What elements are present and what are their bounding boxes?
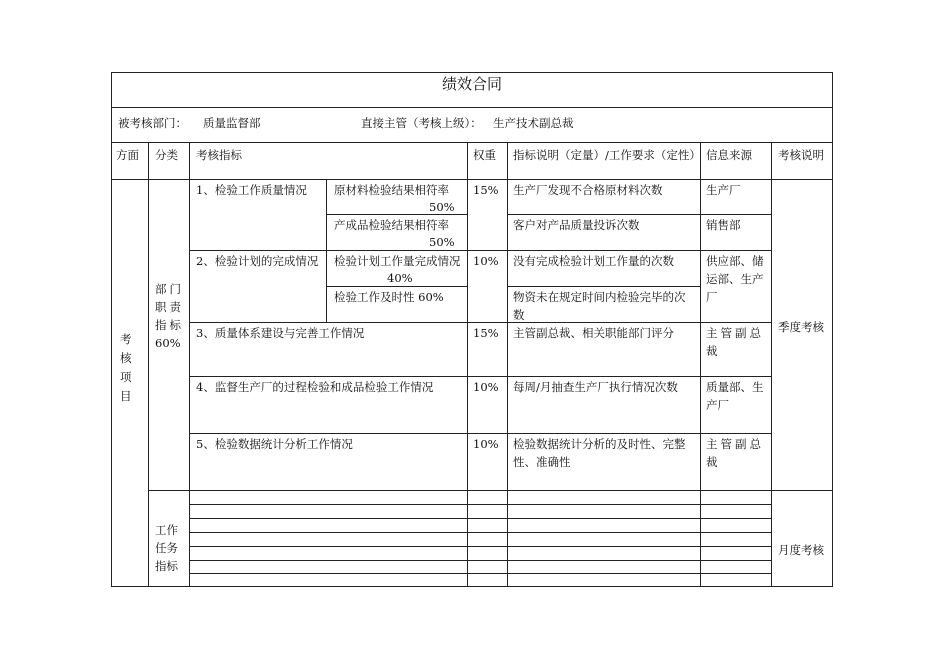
indicator-5: 5、检验数据统计分析工作情况 bbox=[196, 437, 353, 451]
aspect-cell: 考核项目 bbox=[120, 332, 132, 403]
indicator-1: 1、检验工作质量情况 bbox=[196, 183, 307, 197]
header-desc: 指标说明（定量）/工作要求（定性） bbox=[513, 148, 701, 162]
sub-indicator-2a-pct: 40% bbox=[387, 271, 413, 285]
sub-indicator-1a-pct: 50% bbox=[429, 200, 455, 214]
rule bbox=[189, 142, 190, 587]
category-task-cell: 工作任务指标 bbox=[155, 523, 178, 573]
rule bbox=[326, 179, 327, 322]
desc-2a: 没有完成检验计划工作量的次数 bbox=[513, 254, 674, 268]
note-quarterly: 季度考核 bbox=[778, 320, 824, 334]
header-note: 考核说明 bbox=[778, 148, 824, 162]
desc-5: 检验数据统计分析的及时性、完整性、准确性 bbox=[513, 437, 686, 469]
indicator-4: 4、监督生产厂的过程检验和成品检验工作情况 bbox=[196, 380, 434, 394]
indicator-2: 2、检验计划的完成情况 bbox=[196, 254, 319, 268]
header-indicator: 考核指标 bbox=[196, 148, 242, 162]
rule bbox=[507, 214, 771, 215]
dept-value: 质量监督部 bbox=[203, 116, 261, 130]
source-2: 供应部、储运部、生产厂 bbox=[706, 254, 764, 304]
sub-indicator-2a: 检验计划工作量完成情况 bbox=[334, 254, 461, 268]
contract-title: 绩效合同 bbox=[441, 75, 502, 93]
weight-5: 10% bbox=[473, 437, 499, 451]
sub-indicator-2b: 检验工作及时性 60% bbox=[334, 290, 444, 304]
rule bbox=[700, 142, 701, 587]
desc-4: 每周/月抽查生产厂执行情况次数 bbox=[513, 380, 678, 394]
rule bbox=[189, 518, 771, 519]
source-1b: 销售部 bbox=[706, 218, 741, 232]
rule bbox=[148, 142, 149, 587]
rule bbox=[111, 107, 833, 108]
rule bbox=[189, 433, 771, 434]
rule bbox=[189, 573, 771, 574]
weight-1: 15% bbox=[473, 183, 499, 197]
rule bbox=[189, 250, 771, 251]
header-source: 信息来源 bbox=[706, 148, 752, 162]
supervisor-label: 直接主管（考核上级）： bbox=[361, 116, 482, 130]
dept-label: 被考核部门： bbox=[118, 116, 187, 130]
header-category: 分类 bbox=[155, 148, 178, 162]
rule bbox=[189, 532, 771, 533]
weight-3: 15% bbox=[473, 326, 499, 340]
indicator-3: 3、质量体系建设与完善工作情况 bbox=[196, 326, 365, 340]
weight-4: 10% bbox=[473, 380, 499, 394]
rule bbox=[507, 142, 508, 587]
header-weight: 权重 bbox=[473, 148, 496, 162]
weight-2: 10% bbox=[473, 254, 499, 268]
sub-indicator-1b: 产成品检验结果相符率 bbox=[334, 218, 449, 232]
category-duty-cell: 部门职责指标60% bbox=[155, 282, 181, 350]
source-4: 质量部、生产厂 bbox=[706, 380, 764, 412]
sub-indicator-1b-pct: 50% bbox=[429, 235, 455, 249]
desc-1b: 客户对产品质量投诉次数 bbox=[513, 218, 640, 232]
supervisor-value: 生产技术副总裁 bbox=[493, 116, 574, 130]
rule bbox=[189, 560, 771, 561]
rule bbox=[467, 142, 468, 587]
source-3: 主管副总裁 bbox=[706, 326, 764, 358]
rule bbox=[771, 142, 772, 587]
desc-2b: 物资未在规定时间内检验完毕的次数 bbox=[513, 290, 686, 322]
rule bbox=[189, 546, 771, 547]
rule bbox=[189, 376, 771, 377]
rule bbox=[507, 286, 700, 287]
header-aspect: 方面 bbox=[116, 148, 139, 162]
note-monthly: 月度考核 bbox=[778, 543, 824, 557]
source-1a: 生产厂 bbox=[706, 183, 741, 197]
source-5: 主管副总裁 bbox=[706, 437, 764, 469]
rule bbox=[189, 504, 771, 505]
sub-indicator-1a: 原材料检验结果相符率 bbox=[334, 183, 449, 197]
desc-3: 主管副总裁、相关职能部门评分 bbox=[513, 326, 674, 340]
rule bbox=[111, 142, 833, 143]
rule bbox=[148, 490, 833, 491]
rule bbox=[111, 179, 833, 180]
desc-1a: 生产厂发现不合格原材料次数 bbox=[513, 183, 663, 197]
